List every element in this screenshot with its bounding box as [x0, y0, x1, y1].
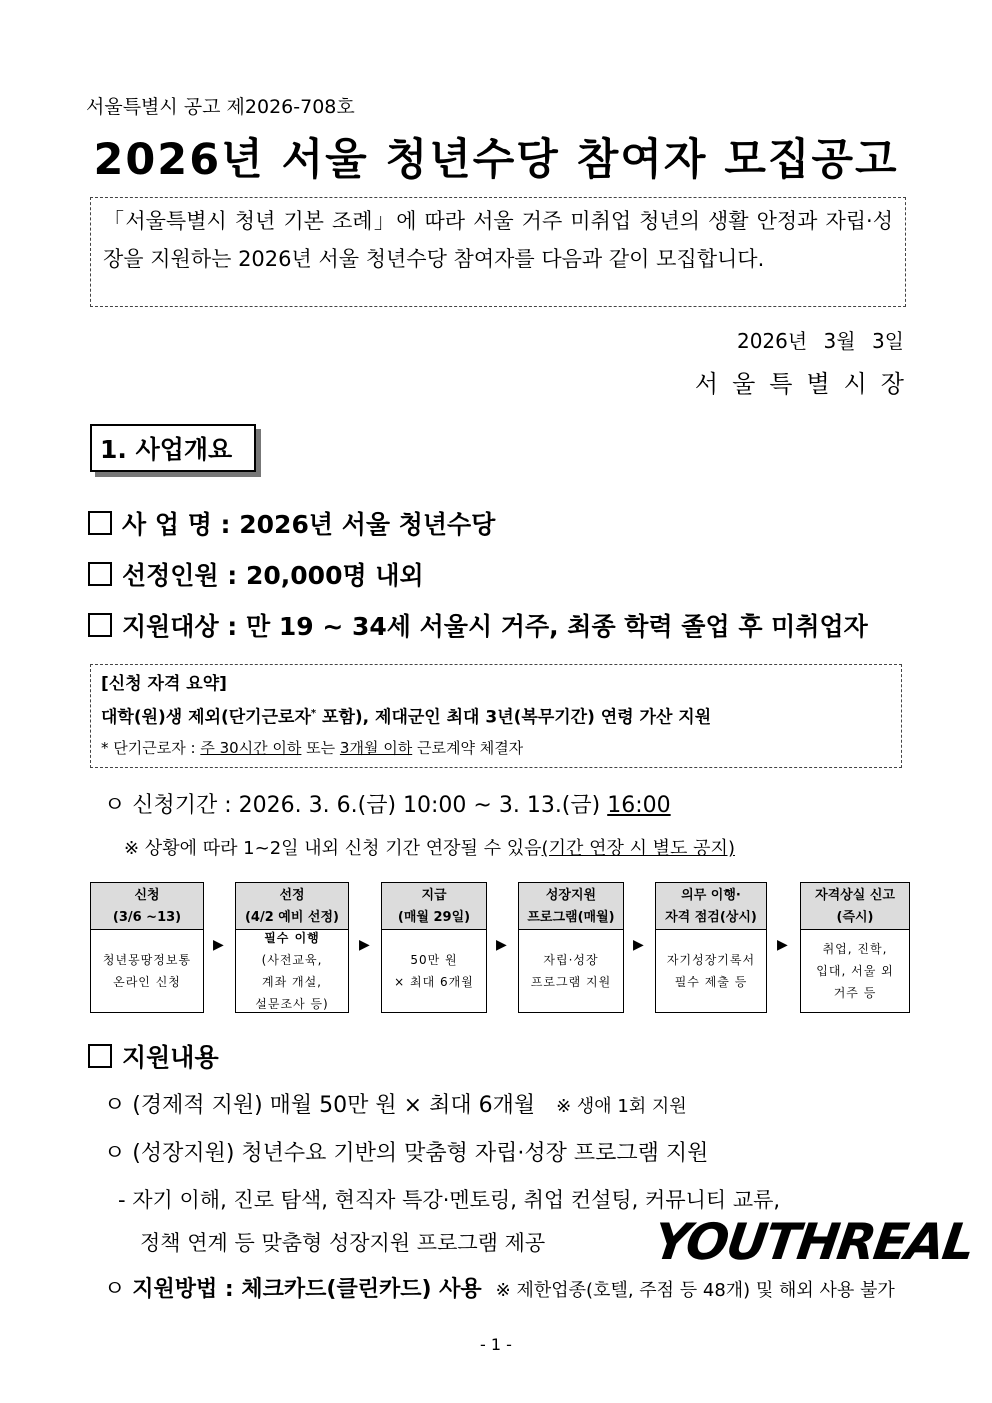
checkbox-square-icon — [88, 511, 112, 535]
flow-step-body: 50만 원 × 최대 6개월 — [381, 929, 487, 1013]
eligibility-summary: 대학(원)생 제외(단기근로자* 포함), 제대군인 최대 3년(복무기간) 연령 가산 지원 — [101, 707, 712, 728]
flow-step-header: 선정 (4/2 예비 선정) — [235, 882, 349, 930]
support-economic: ㅇ (경제적 지원) 매월 50만 원 × 최대 6개월 ※ 생애 1회 지원 — [104, 1093, 687, 1118]
flow-step-body: 취업, 진학, 입대, 서울 외 거주 등 — [800, 929, 910, 1013]
overview-target: 지원대상 : 만 19 ~ 34세 서울시 거주, 최종 학력 졸업 후 미취업자 — [88, 607, 868, 643]
overview-quota: 선정인원 : 20,000명 내외 — [88, 556, 424, 592]
flow-arrow-icon: ▶ — [633, 937, 644, 953]
section-heading-overview: 1. 사업개요 — [90, 424, 256, 472]
flow-step-header: 의무 이행· 자격 점검(상시) — [655, 882, 767, 930]
support-growth-detail-1: - 자기 이해, 진로 탐색, 현직자 특강·멘토링, 취업 컨설팅, 커뮤니티 교류, — [118, 1188, 781, 1212]
page-number: - 1 - — [480, 1335, 512, 1354]
flow-step-header: 신청 (3/6 ~13) — [90, 882, 204, 930]
intro-box: 「서울특별시 청년 기본 조례」에 따라 서울 거주 미취업 청년의 생활 안정과 자립·성장을 지원하는 2026년 서울 청년수당 참여자를 다음과 같이 모집합니다. — [90, 197, 906, 307]
support-heading: 지원내용 — [88, 1038, 219, 1074]
support-growth: ㅇ (성장지원) 청년수요 기반의 맞춤형 자립·성장 프로그램 지원 — [104, 1141, 709, 1166]
flow-arrow-icon: ▶ — [213, 937, 224, 953]
eligibility-footnote: * 단기근로자 : 주 30시간 이하 또는 3개월 이하 근로계약 체결자 — [101, 738, 524, 757]
apply-period: ㅇ 신청기간 : 2026. 3. 6.(금) 10:00 ~ 3. 13.(금) 16:00 — [104, 793, 671, 818]
checkbox-square-icon — [88, 613, 112, 637]
checkbox-square-icon — [88, 1044, 112, 1068]
flow-arrow-icon: ▶ — [496, 937, 507, 953]
overview-project-name: 사 업 명 : 2026년 서울 청년수당 — [88, 505, 495, 541]
flow-step-body: 필수 이행 (사전교육, 계좌 개설, 설문조사 등) — [235, 929, 349, 1013]
eligibility-title: [신청 자격 요약] — [101, 674, 227, 694]
support-growth-detail-2: 정책 연계 등 맞춤형 성장지원 프로그램 제공 — [140, 1231, 546, 1255]
eligibility-box — [90, 664, 902, 768]
flow-step-header: 자격상실 신고 (즉시) — [800, 882, 910, 930]
flow-step-header: 지급 (매월 29일) — [381, 882, 487, 930]
flow-step-header: 성장지원 프로그램(매월) — [518, 882, 624, 930]
flow-arrow-icon: ▶ — [359, 937, 370, 953]
issuer: 서울특별시장 — [694, 370, 918, 398]
youthreal-logo: YOUTHREAL — [649, 1213, 977, 1271]
flow-step-body: 자립·성장 프로그램 지원 — [518, 929, 624, 1013]
flow-step-body: 청년몽땅정보통 온라인 신청 — [90, 929, 204, 1013]
support-method: ㅇ 지원방법 : 체크카드(클린카드) 사용 ※ 제한업종(호텔, 주점 등 48개) 및 해외 사용 불가 — [104, 1277, 895, 1302]
flow-step-body: 자기성장기록서 필수 제출 등 — [655, 929, 767, 1013]
checkbox-square-icon — [88, 562, 112, 586]
period-note: ※ 상황에 따라 1~2일 내외 신청 기간 연장될 수 있음(기간 연장 시 별도 공지) — [124, 838, 735, 859]
notice-number: 서울특별시 공고 제2026-708호 — [86, 96, 355, 118]
notice-date: 2026년 3월 3일 — [736, 329, 904, 353]
page-title: 2026년 서울 청년수당 참여자 모집공고 — [93, 135, 899, 185]
flow-arrow-icon: ▶ — [777, 937, 788, 953]
